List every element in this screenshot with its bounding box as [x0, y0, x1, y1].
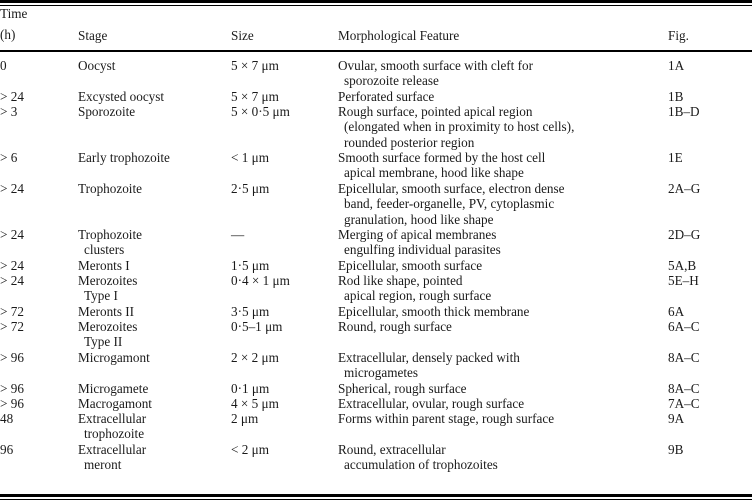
cell-stage [78, 104, 135, 119]
cell-time: > 24 [0, 89, 24, 104]
cell-stage [78, 227, 142, 258]
cell-time: 48 [0, 411, 14, 426]
stage-line: Type I [84, 288, 118, 304]
cell-feature [338, 227, 501, 258]
cell-fig: 5E–H [668, 273, 699, 288]
cell-time: > 96 [0, 396, 24, 411]
header-feature: Morphological Feature [338, 28, 460, 43]
feature-line: sporozoite release [344, 73, 439, 89]
feature-line: Round, extracellular [338, 442, 446, 457]
cell-size: 5 × 7 μm [231, 58, 279, 73]
header-time-line1: Time [0, 6, 28, 21]
cell-stage [78, 304, 134, 319]
feature-line: apical membrane, hood like shape [344, 165, 524, 181]
cell-time: 0 [0, 58, 7, 73]
cell-time: > 72 [0, 304, 24, 319]
feature-line: rounded posterior region [344, 134, 475, 150]
table-header-rule [0, 50, 752, 52]
cell-feature [338, 150, 545, 181]
cell-fig: 1A [668, 58, 685, 73]
cell-fig: 5A,B [668, 258, 697, 273]
cell-size: 0·5–1 μm [231, 319, 283, 334]
cell-stage [78, 58, 115, 73]
feature-line: Epicellular, smooth surface, electron dense [338, 181, 565, 196]
cell-fig: 1E [668, 150, 683, 165]
cell-size: 4 × 5 μm [231, 396, 279, 411]
cell-stage [78, 319, 137, 350]
cell-size: 0·1 μm [231, 381, 270, 396]
cell-fig: 8A–C [668, 381, 700, 396]
cell-size: 3·5 μm [231, 304, 270, 319]
cell-size: 0·4 × 1 μm [231, 273, 290, 288]
feature-line: Rod like shape, pointed [338, 273, 463, 288]
cell-feature [338, 442, 498, 473]
feature-line: Extracellular, ovular, rough surface [338, 396, 525, 411]
feature-line: Ovular, smooth surface with cleft for [338, 58, 534, 73]
feature-line: (elongated when in proximity to host cells), [344, 119, 575, 135]
stage-line: Merozoites [78, 319, 138, 334]
stage-line: Oocyst [78, 58, 116, 73]
stage-line: Microgamont [78, 350, 150, 365]
cell-stage [78, 273, 137, 304]
cell-feature [338, 319, 452, 334]
cell-stage [78, 258, 130, 273]
header-size: Size [231, 28, 254, 43]
cell-size: 2 × 2 μm [231, 350, 279, 365]
feature-line: engulfing individual parasites [344, 242, 501, 258]
feature-line: band, feeder-organelle, PV, cytoplasmic [344, 196, 555, 212]
feature-line: Forms within parent stage, rough surface [338, 411, 555, 426]
cell-fig: 8A–C [668, 350, 700, 365]
cell-time: > 3 [0, 104, 18, 119]
cell-stage [78, 350, 150, 365]
stage-line: trophozoite [84, 426, 145, 442]
cell-time: > 72 [0, 319, 24, 334]
stage-line: Excysted oocyst [78, 89, 165, 104]
cell-feature [338, 411, 554, 426]
stage-line: Microgamete [78, 381, 149, 396]
feature-line: Rough surface, pointed apical region [338, 104, 533, 119]
cell-time: > 24 [0, 227, 24, 242]
cell-fig: 6A [668, 304, 685, 319]
cell-time: > 96 [0, 350, 24, 365]
stage-line: Extracellular [78, 411, 147, 426]
table-bottom-rule-thick [0, 494, 752, 497]
stage-line: Extracellular [78, 442, 147, 457]
stage-line: meront [84, 457, 122, 473]
cell-fig: 2A–G [668, 181, 701, 196]
feature-line: microgametes [344, 365, 418, 381]
cell-fig: 2D–G [668, 227, 701, 242]
stage-line: Trophozoite [78, 181, 142, 196]
cell-stage [78, 396, 152, 411]
stage-line: Early trophozoite [78, 150, 170, 165]
feature-line: Smooth surface formed by the host cell [338, 150, 546, 165]
cell-stage [78, 442, 146, 473]
table-top-rule-thick [0, 0, 752, 3]
feature-line: apical region, rough surface [344, 288, 492, 304]
cell-feature [338, 58, 533, 89]
stage-line: Macrogamont [78, 396, 152, 411]
cell-size: 2 μm [231, 411, 259, 426]
cell-feature [338, 258, 482, 273]
stage-line: Merozoites [78, 273, 138, 288]
header-time-line2: (h) [0, 27, 16, 43]
cell-fig: 6A–C [668, 319, 700, 334]
cell-feature [338, 89, 434, 104]
cell-time: 96 [0, 442, 14, 457]
cell-time: > 6 [0, 150, 18, 165]
cell-fig: 1B [668, 89, 684, 104]
header-stage: Stage [78, 28, 108, 43]
cell-stage [78, 381, 148, 396]
stage-line: Trophozoite [78, 227, 142, 242]
cell-feature [338, 396, 524, 411]
cell-feature [338, 304, 529, 319]
cell-time: > 96 [0, 381, 24, 396]
feature-line: Merging of apical membranes [338, 227, 497, 242]
feature-line: Epicellular, smooth thick membrane [338, 304, 530, 319]
feature-line: Epicellular, smooth surface [338, 258, 483, 273]
cell-feature [338, 104, 574, 150]
cell-size: < 1 μm [231, 150, 269, 165]
cell-size: 5 × 7 μm [231, 89, 279, 104]
header-time [0, 6, 27, 43]
stage-line: clusters [84, 242, 125, 258]
table-top-rule-thin [0, 5, 752, 6]
cell-fig: 7A–C [668, 396, 700, 411]
cell-time: > 24 [0, 258, 24, 273]
cell-size: < 2 μm [231, 442, 269, 457]
cell-size: 5 × 0·5 μm [231, 104, 290, 119]
stage-line: Meronts II [78, 304, 135, 319]
cell-fig: 9B [668, 442, 684, 457]
cell-feature [338, 181, 565, 227]
cell-fig: 1B–D [668, 104, 700, 119]
feature-line: Perforated surface [338, 89, 435, 104]
feature-line: accumulation of trophozoites [344, 457, 498, 473]
cell-feature [338, 350, 520, 381]
feature-line: Spherical, rough surface [338, 381, 467, 396]
cell-fig: 9A [668, 411, 685, 426]
cell-stage [78, 89, 164, 104]
stage-line: Sporozoite [78, 104, 136, 119]
cell-stage [78, 411, 146, 442]
header-fig: Fig. [668, 28, 689, 43]
cell-stage [78, 150, 170, 165]
cell-feature [338, 381, 467, 396]
cell-size: 2·5 μm [231, 181, 270, 196]
stage-line: Type II [84, 334, 123, 350]
cell-size: — [231, 227, 245, 242]
stage-line: Meronts I [78, 258, 130, 273]
feature-line: Round, rough surface [338, 319, 452, 334]
cell-feature [338, 273, 491, 304]
cell-stage [78, 181, 142, 196]
cell-time: > 24 [0, 181, 24, 196]
cell-size: 1·5 μm [231, 258, 270, 273]
feature-line: granulation, hood like shape [344, 211, 494, 227]
feature-line: Extracellular, densely packed with [338, 350, 520, 365]
cell-time: > 24 [0, 273, 24, 288]
